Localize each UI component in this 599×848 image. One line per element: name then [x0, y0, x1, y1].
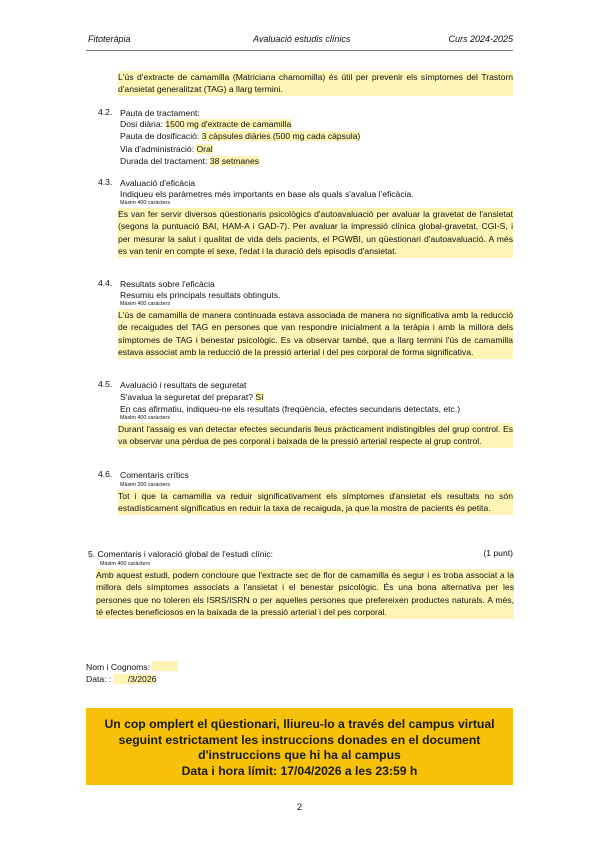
- instructions-line-3: d'instruccions que hi ha al campus: [198, 748, 401, 763]
- section-4-5-title: Avaluació i resultats de seguretat: [120, 380, 247, 390]
- page-header: [88, 34, 513, 48]
- section-4-4-title: Resultats sobre l'eficàcia: [120, 279, 215, 289]
- header-divider: [86, 50, 513, 51]
- duration-label: Durada del tractament:: [120, 156, 208, 167]
- instructions-line-2: seguint estrictament les instruccions donades en el document: [118, 732, 481, 747]
- name-label: Nom i Cognoms:: [86, 662, 150, 672]
- daily-dose-label: Dosi diària:: [120, 119, 163, 129]
- section-4-2-number: 4.2.: [98, 107, 113, 117]
- safety-question: [120, 391, 515, 403]
- dosing-label: Pauta de dosificació:: [120, 131, 200, 142]
- section-4-6-number: 4.6.: [98, 469, 113, 479]
- efficacy-assessment-answer[interactable]: Es van fer servir diversos qüestionaris psicològics d'autoavaluació per avaluar la gravetat de l'ansietat (segons la puntuació BAI, HAM-A i GAD-7). Per avaluar la impressió clínica global-gravetat, CGI-S, i per mesurar la salut i qualitat de vida dels pacients, el PGWBI, un qüestionari d'autoavaluació. A més es van tenir en compte el sexe, l'edat i la duració dels episodis d'ansietat.: [118, 209, 513, 257]
- route-field[interactable]: Oral: [196, 143, 213, 154]
- header-course: Curs 2024-2025: [448, 34, 513, 44]
- section-4-4-char-limit: Màxim 400 caràcters: [120, 301, 171, 307]
- global-assessment-answer[interactable]: Amb aquest estudi, podem concloure que l'extracte sec de flor de camamilla és segur i es troba associat a la millora dels símptomes associats a l'ansietat i el benestar psicològic. És una bona alternativa per les persones que no toleren els ISRS/ISRN o per aquelles persones que prefereixen productes naturals. A més, té efectes beneficiosos en la baixada de la pressió arterial i del pes corporal.: [96, 570, 514, 618]
- section-4-6-title: Comentaris crítics: [120, 470, 189, 480]
- header-subject: Fitoteràpia: [88, 34, 131, 44]
- section-5-char-limit: Màxim 400 caràcters: [100, 561, 151, 567]
- efficacy-results-answer[interactable]: L'ús de camamilla de manera continuada estava associada de manera no significativa amb la reducció de recaigudes del TAG en persones que van respondre inicialment a la teràpia i amb la millora dels símptomes de TAG i benestar psicològic. Es va observar també, que a llarg termini l'ús de camamilla estava associat amb la reducció de la pressió arterial i del pes corporal de forma significativa.: [118, 310, 513, 358]
- duration-field[interactable]: 38 setmanes: [209, 156, 260, 167]
- section-4-4-number: 4.4.: [98, 278, 113, 288]
- section-4-6-char-limit: Màxim 200 caràcters: [120, 482, 171, 488]
- section-4-5-number: 4.5.: [98, 379, 113, 389]
- safety-answer-field[interactable]: Sí: [255, 392, 264, 402]
- section-4-3-char-limit: Màxim 400 caràcters: [120, 200, 171, 206]
- section-4-2-title: Pauta de tractament:: [120, 108, 200, 118]
- section-5-points: (1 punt): [483, 548, 513, 558]
- page-number: 2: [296, 802, 303, 813]
- submission-instructions-box: [86, 708, 513, 785]
- section-4-4-instructions: Resumiu els principals resultats obtinguts.: [120, 290, 281, 300]
- critical-comments-answer[interactable]: Tot i que la camamilla va reduir significativament els símptomes d'ansietat els resultats no són estadísticament significatius en reduir la taxa de recaiguda, ja que la mostra de pacients és petita.: [118, 491, 513, 514]
- route-label: Via d'administració:: [120, 143, 195, 154]
- dosing-field[interactable]: 3 càpsules diàries (500 mg cada càpsula): [201, 131, 361, 142]
- safety-results-answer[interactable]: Durant l'assaig es van detectar efectes secundaris lleus pràcticament indistingibles del grup control. Es va observar una pèrdua de pes corporal i baixada de la pressió arterial respecte al grup control.: [118, 424, 513, 447]
- date-label: Data: :: [86, 674, 112, 684]
- section-5-title: 5. Comentaris i valoració global de l'estudi clínic:: [88, 549, 274, 559]
- section-4-5-instructions: En cas afirmatiu, indiqueu-ne els resultats (freqüència, efectes secundaris detectats, etc.): [120, 404, 461, 414]
- section-4-3-instructions: Indiqueu els paràmetres més importants en base als quals s'avalua l'eficàcia.: [120, 189, 414, 199]
- date-row: [86, 673, 156, 685]
- name-row: [86, 661, 178, 673]
- date-field[interactable]: /3/2026: [114, 674, 157, 684]
- deadline-line: Data i hora límit: 17/04/2026 a les 23:59 h: [181, 763, 418, 778]
- section-4-5-char-limit: Màxim 400 caràcters: [120, 415, 171, 421]
- treatment-regimen: [120, 118, 510, 168]
- safety-question-label: S'avalua la seguretat del preparat?: [120, 392, 254, 402]
- instructions-line-1: Un cop omplert el qüestionari, lliureu-lo a través del campus virtual: [104, 717, 495, 731]
- daily-dose-field[interactable]: 1500 mg d'extracte de camamilla: [165, 119, 292, 129]
- name-field[interactable]: [152, 661, 178, 671]
- intro-answer[interactable]: L'ús d'extracte de camamilla (Matriciana chamomilla) és útil per prevenir els símptomes del Trastorn d'ansietat generalitzat (TAG) a llarg termini.: [118, 72, 513, 95]
- section-4-3-title: Avaluació d'eficàcia: [120, 178, 196, 188]
- section-4-3-number: 4.3.: [98, 177, 113, 187]
- header-title: Avaluació estudis clínics: [253, 34, 351, 44]
